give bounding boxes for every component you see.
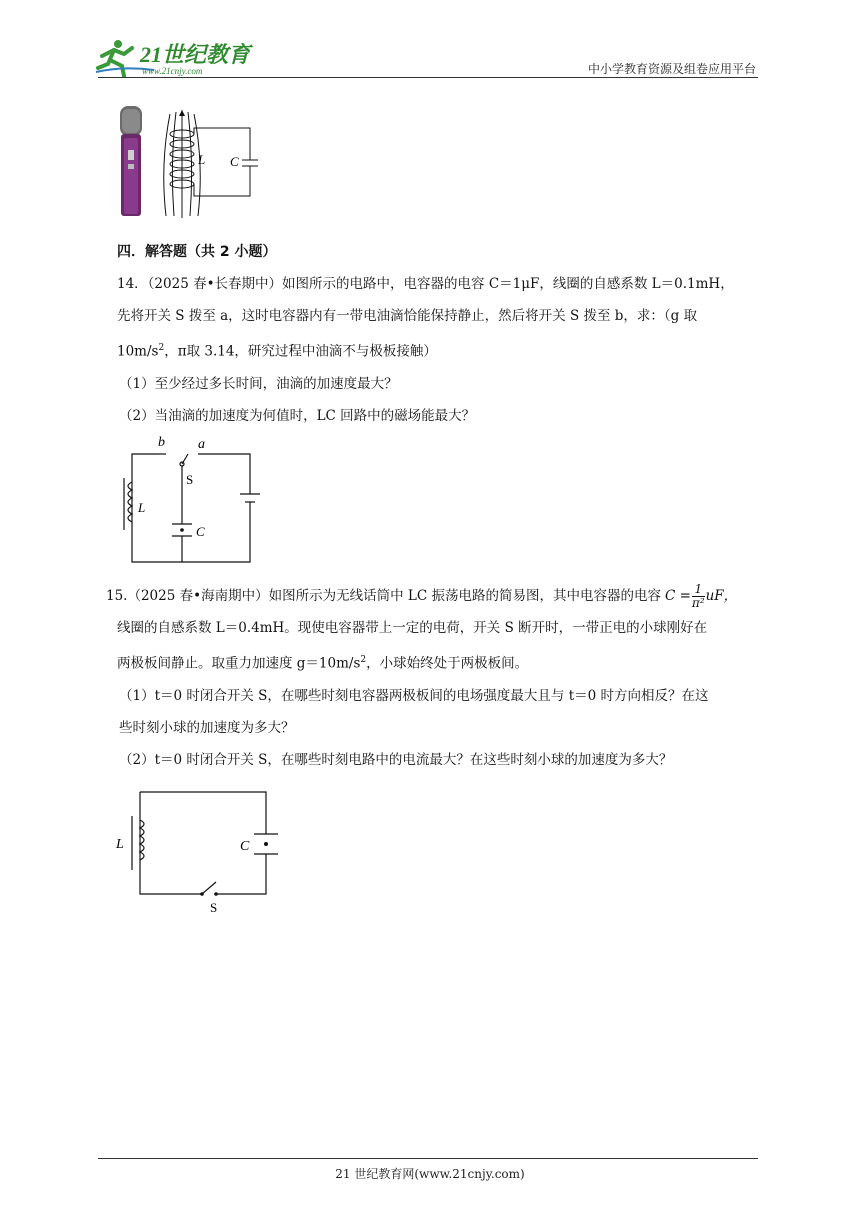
q14-line2: 先将开关 S 拨至 a，这时电容器内有一带电油滴恰能保持静止，然后将开关 S 拨至 b，求：（g 取 — [117, 308, 698, 324]
q15-cap-unit: uF， — [705, 588, 738, 604]
q15-line1 — [106, 580, 766, 612]
footer-text: 21 世纪教育网(www.21cnjy.com) — [335, 1167, 525, 1181]
q15-sub1b: 些时刻小球的加速度为多大？ — [119, 719, 295, 736]
top-fig-label-C: C — [230, 154, 239, 169]
logo-url: www.21cnjy.com — [142, 66, 203, 76]
q15-cap-fraction — [692, 583, 705, 610]
q15-fig-label-C: C — [240, 839, 250, 854]
q15-line3-a: 两极板间静止。取重力加速度 g＝10m/s — [117, 655, 361, 672]
footer-divider — [98, 1158, 758, 1159]
question-14 — [117, 268, 767, 432]
q14-fig-label-a: a — [198, 437, 205, 452]
microphone-figure — [112, 104, 262, 226]
q14-circuit-figure — [110, 432, 270, 576]
q14-line3-b: ，π取 3.14，研究过程中油滴不与极板接触） — [164, 343, 437, 360]
q15-circuit-figure — [112, 784, 282, 918]
q14-line3-a: 10m/s — [117, 343, 159, 360]
q15-frac-den: π² — [691, 596, 705, 610]
q14-fig-label-C: C — [196, 524, 205, 539]
q14-line1: 14．（2025 春•长春期中）如图所示的电路中，电容器的电容 C＝1μF，线圈的自感系数 L＝0.1mH， — [117, 276, 734, 292]
platform-title: 中小学教育资源及组卷应用平台 — [587, 62, 756, 76]
q14-line3 — [117, 332, 767, 368]
q15-fig-label-L: L — [116, 837, 124, 852]
q15-cap-lhs: C = — [664, 588, 691, 604]
question-15 — [106, 580, 766, 776]
top-fig-label-L: L — [198, 152, 206, 167]
header-divider — [98, 77, 758, 78]
logo-text: 21世纪教育 — [140, 42, 251, 67]
q15-frac-num: 1 — [692, 583, 705, 597]
q15-line3 — [106, 644, 766, 680]
logo — [94, 36, 264, 78]
q14-line3-sup: 2 — [158, 343, 165, 353]
q14-fig-label-b: b — [158, 435, 165, 450]
q14-fig-label-S: S — [186, 472, 194, 487]
q14-fig-label-L: L — [138, 500, 146, 515]
q15-sub2: （2）t＝0 时闭合开关 S，在哪些时刻电路中的电流最大？在这些时刻小球的加速度为多大？ — [119, 751, 673, 768]
section-title: 四．解答题（共 2 小题） — [117, 244, 277, 260]
q14-sub2: （2）当油滴的加速度为何值时，LC 回路中的磁场能最大？ — [119, 407, 476, 424]
q15-line3-b: ，小球始终处于两极板间。 — [366, 655, 529, 672]
q15-line3-sup: 2 — [360, 655, 367, 665]
q15-line2: 线圈的自感系数 L＝0.4mH。现使电容器带上一定的电荷，开关 S 断开时，一带正电的小球刚好在 — [117, 620, 708, 636]
q15-line1-text: 15.（2025 春•海南期中）如图所示为无线话筒中 LC 振荡电路的简易图，其中电容器的电容 — [106, 588, 661, 604]
q14-sub1: （1）至少经过多长时间，油滴的加速度最大？ — [119, 375, 398, 392]
q15-sub1a: （1）t＝0 时闭合开关 S，在哪些时刻电容器两极板间的电场强度最大且与 t＝0 时方向相反？在这 — [119, 687, 709, 704]
q15-fig-label-S: S — [210, 900, 218, 914]
